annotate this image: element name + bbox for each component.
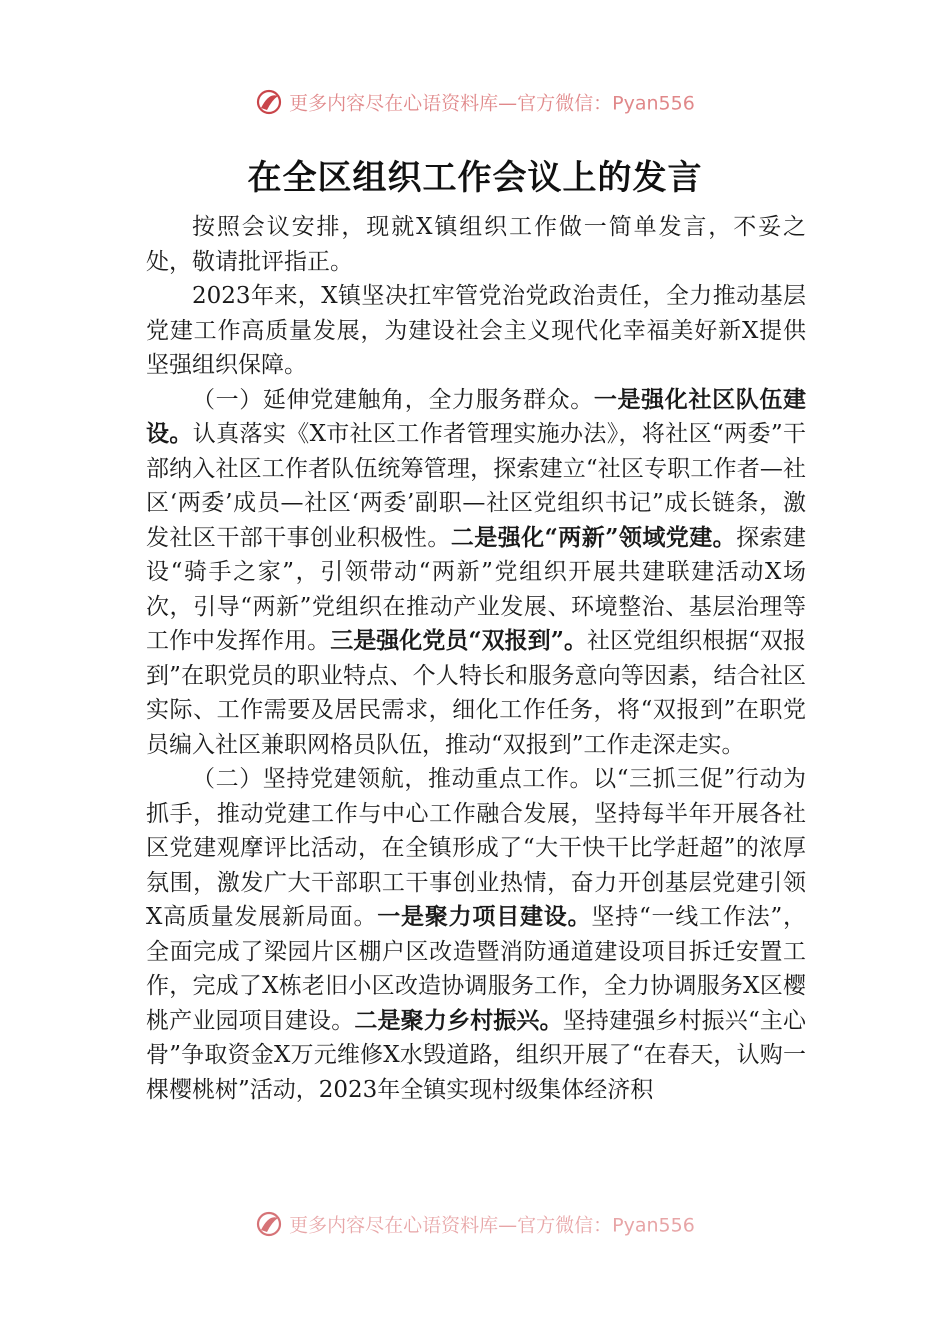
text-run: 认真落实《X市社区工作者管理实施办法》，将社区“两委”干部纳入社区工作者队伍统筹管理，探索建立“社区专职工作者—社区‘两委’成员—社区‘两委’副职—社区党组织书记”成长链条，激发社区干部干事创业积极性。 bbox=[146, 421, 807, 551]
brand-logo-icon bbox=[255, 1210, 283, 1238]
paragraph-section-1 bbox=[146, 383, 806, 763]
text-run: （一）延伸党建触角，全力服务群众。 bbox=[192, 386, 594, 413]
watermark-text: 更多内容尽在心语资料库—官方微信：Pyan556 bbox=[289, 92, 695, 115]
paragraph-overview bbox=[146, 279, 806, 383]
watermark-text: 更多内容尽在心语资料库—官方微信：Pyan556 bbox=[289, 1214, 695, 1237]
bold-heading: 三是强化党员“双报到”。 bbox=[330, 627, 587, 654]
text-run: 坚持建强乡村振兴“主心骨”争取资金X万元维修X水毁道路，组织开展了“在春天，认购一棵樱桃树”活动，2023年全镇实现村级集体经济积 bbox=[146, 1007, 807, 1103]
bold-heading: 一是强化社区队伍建设。 bbox=[146, 385, 807, 447]
watermark-footer bbox=[0, 1210, 950, 1238]
text-run: 2023年来，X镇坚决扛牢管党治党政治责任，全力推动基层党建工作高质量发展，为建设社会主义现代化幸福美好新X提供坚强组织保障。 bbox=[146, 283, 806, 378]
watermark-header bbox=[0, 88, 950, 116]
bold-heading: 二是强化“两新”领域党建。 bbox=[450, 523, 737, 551]
document-title: 在全区组织工作会议上的发言 bbox=[247, 158, 703, 198]
text-run: 探索建设“骑手之家”，引领带动“两新”党组织开展共建联建活动X场次，引导“两新”党组织在推动产业发展、环境整治、基层治理等工作中发挥作用。 bbox=[146, 524, 807, 654]
text-run: 按照会议安排，现就X镇组织工作做一简单发言，不妥之处，敬请批评指正。 bbox=[146, 214, 806, 275]
paragraph-section-2 bbox=[146, 762, 806, 1107]
bold-heading: 二是聚力乡村振兴。 bbox=[354, 1006, 563, 1034]
text-run: 社区党组织根据“双报到”在职党员的职业特点、个人特长和服务意向等因素，结合社区实际、工作需要及居民需求，细化工作任务，将“双报到”在职党员编入社区兼职网格员队伍，推动“双报到”工作走深走实。 bbox=[146, 628, 806, 758]
text-run: （二）坚持党建领航，推动重点工作。以“三抓三促”行动为抓手，推动党建工作与中心工作融合发展，坚持每半年开展各社区党建观摩评比活动，在全镇形成了“大干快干比学赶超”的浓厚氛围，激发广大干部职工干事创业热情，奋力开创基层党建引领X高质量发展新局面。 bbox=[146, 766, 806, 930]
bold-heading: 一是聚力项目建设。 bbox=[377, 903, 592, 930]
text-run: 坚持“一线工作法”，全面完成了梁园片区棚户区改造暨消防通道建设项目拆迁安置工作，完成了X栋老旧小区改造协调服务工作，全力协调服务X区樱桃产业园项目建设。 bbox=[146, 904, 806, 1034]
document-body bbox=[146, 210, 806, 1107]
brand-logo-icon bbox=[255, 88, 283, 116]
paragraph-intro bbox=[146, 210, 806, 279]
